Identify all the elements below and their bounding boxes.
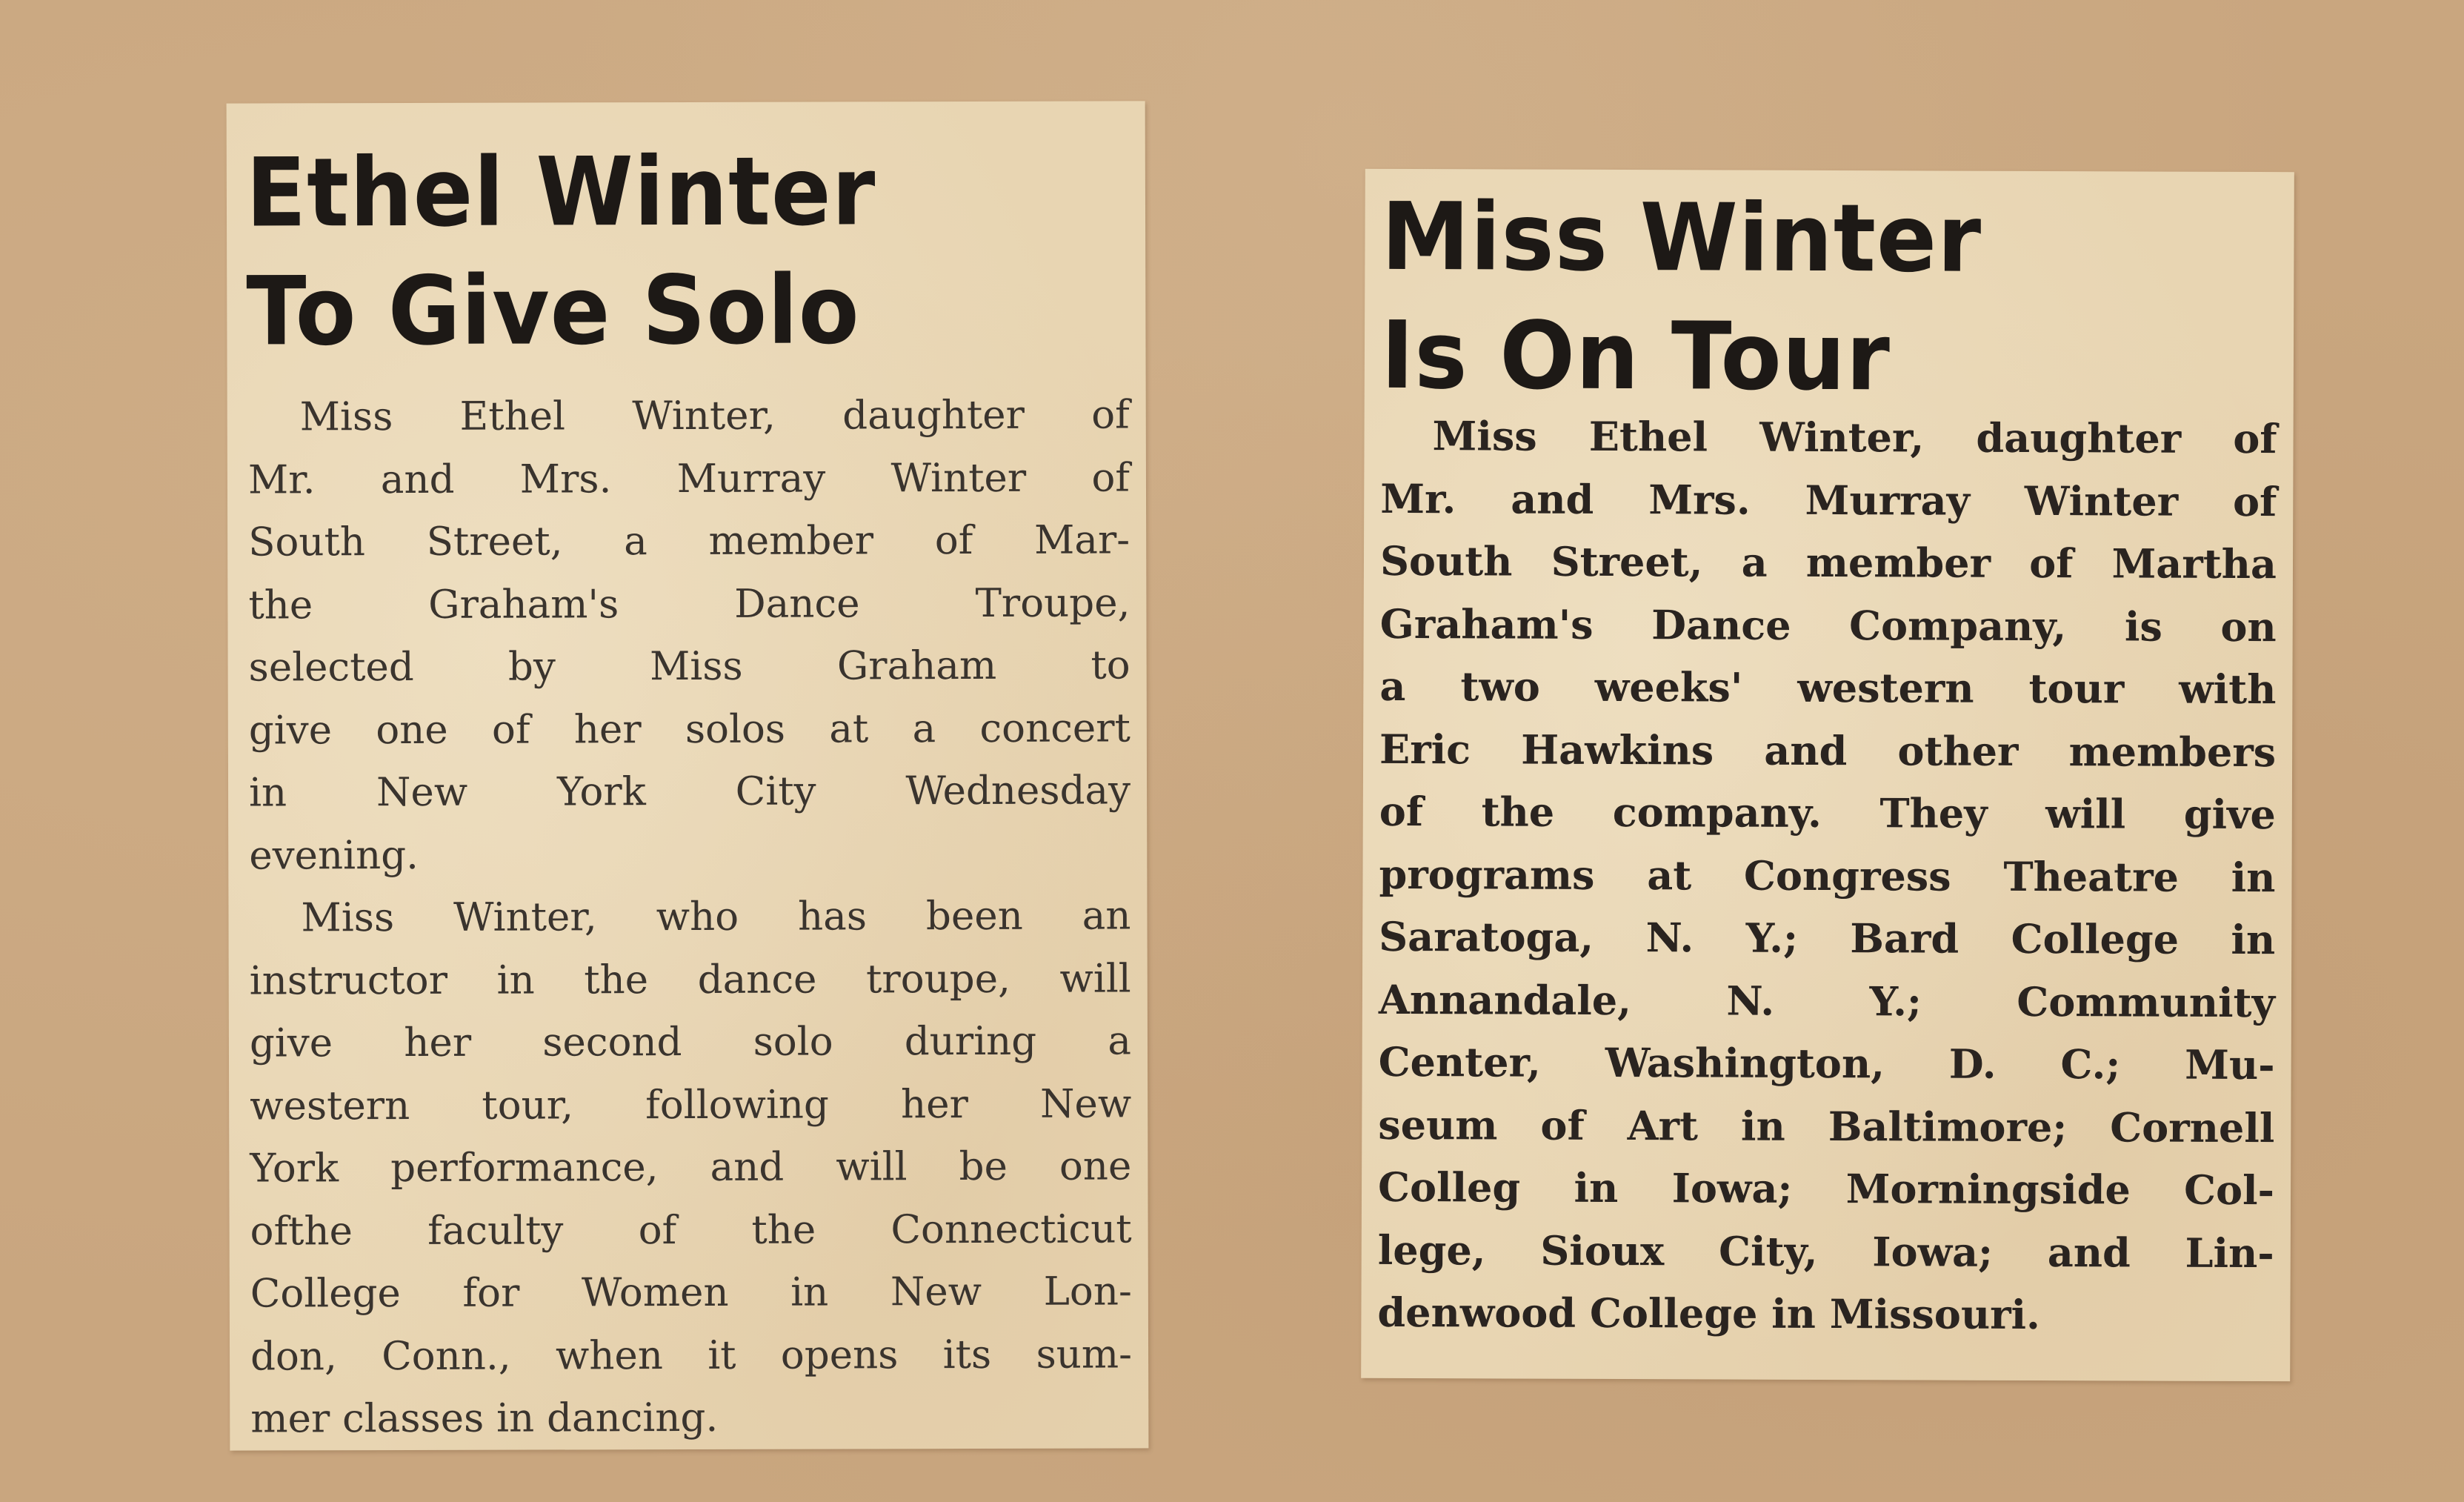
- headline-line: Miss Winter: [1381, 182, 1982, 293]
- headline-line: To Give Solo: [246, 255, 860, 368]
- article-line: don, Conn., when it opens its sum-: [250, 1331, 1133, 1380]
- headline-line: Ethel Winter: [245, 136, 876, 249]
- article-line: denwood College in Missouri.: [1377, 1288, 2041, 1339]
- article-line: South Street, a member of Mar-: [248, 517, 1131, 565]
- article-line: evening.: [249, 832, 419, 879]
- article-line: Miss Ethel Winter, daughter of: [1432, 412, 2277, 463]
- article-line: give one of her solos at a concert: [248, 705, 1131, 754]
- article-line: western tour, following her New: [250, 1080, 1132, 1129]
- clipping-right-headline: [1381, 178, 1982, 417]
- article-line: Miss Winter, who has been an: [301, 893, 1131, 941]
- article-line: South Street, a member of Martha: [1379, 536, 2277, 588]
- article-line: Saratoga, N. Y.; Bard College in: [1379, 912, 2276, 964]
- article-line: Eric Hawkins and other members: [1379, 725, 2277, 776]
- article-line: instructor in the dance troupe, will: [249, 955, 1131, 1004]
- article-line: Mr. and Mrs. Murray Winter of: [247, 454, 1131, 503]
- article-line: selected by Miss Graham to: [248, 642, 1131, 691]
- article-line: Center, Washington, D. C.; Mu-: [1378, 1037, 2275, 1089]
- article-line: Graham's Dance Company, is on: [1379, 599, 2277, 651]
- article-line: College for Women in New Lon-: [250, 1269, 1132, 1317]
- clipping-right-article-body: [1377, 405, 2277, 1347]
- article-line: Colleg in Iowa; Morningside Col-: [1377, 1163, 2275, 1214]
- newspaper-clipping-left: [227, 101, 1149, 1450]
- headline-line: Is On Tour: [1380, 300, 1891, 412]
- article-line: ofthe faculty of the Connecticut: [250, 1206, 1132, 1255]
- newspaper-clipping-right: [1361, 169, 2294, 1381]
- article-line: Annandale, N. Y.; Community: [1378, 975, 2276, 1026]
- article-line: lege, Sioux City, Iowa; and Lin-: [1377, 1226, 2274, 1277]
- article-line: give her second solo during a: [249, 1018, 1132, 1066]
- article-line: programs at Congress Theatre in: [1379, 850, 2276, 901]
- clipping-left-headline: [246, 133, 876, 371]
- article-line: Mr. and Mrs. Murray Winter of: [1380, 474, 2277, 525]
- article-line: seum of Art in Baltimore; Cornell: [1378, 1100, 2275, 1152]
- clipping-left-article-body: [248, 384, 1133, 1451]
- article-line: York performance, and will be one: [250, 1143, 1132, 1192]
- article-line: mer classes in dancing.: [250, 1395, 719, 1442]
- article-line: of the company. They will give: [1379, 787, 2276, 839]
- article-line: the Graham's Dance Troupe,: [248, 579, 1131, 628]
- article-line: in New York City Wednesday: [248, 768, 1131, 816]
- article-line: a two weeks' western tour with: [1379, 662, 2277, 714]
- article-line: Miss Ethel Winter, daughter of: [299, 392, 1130, 440]
